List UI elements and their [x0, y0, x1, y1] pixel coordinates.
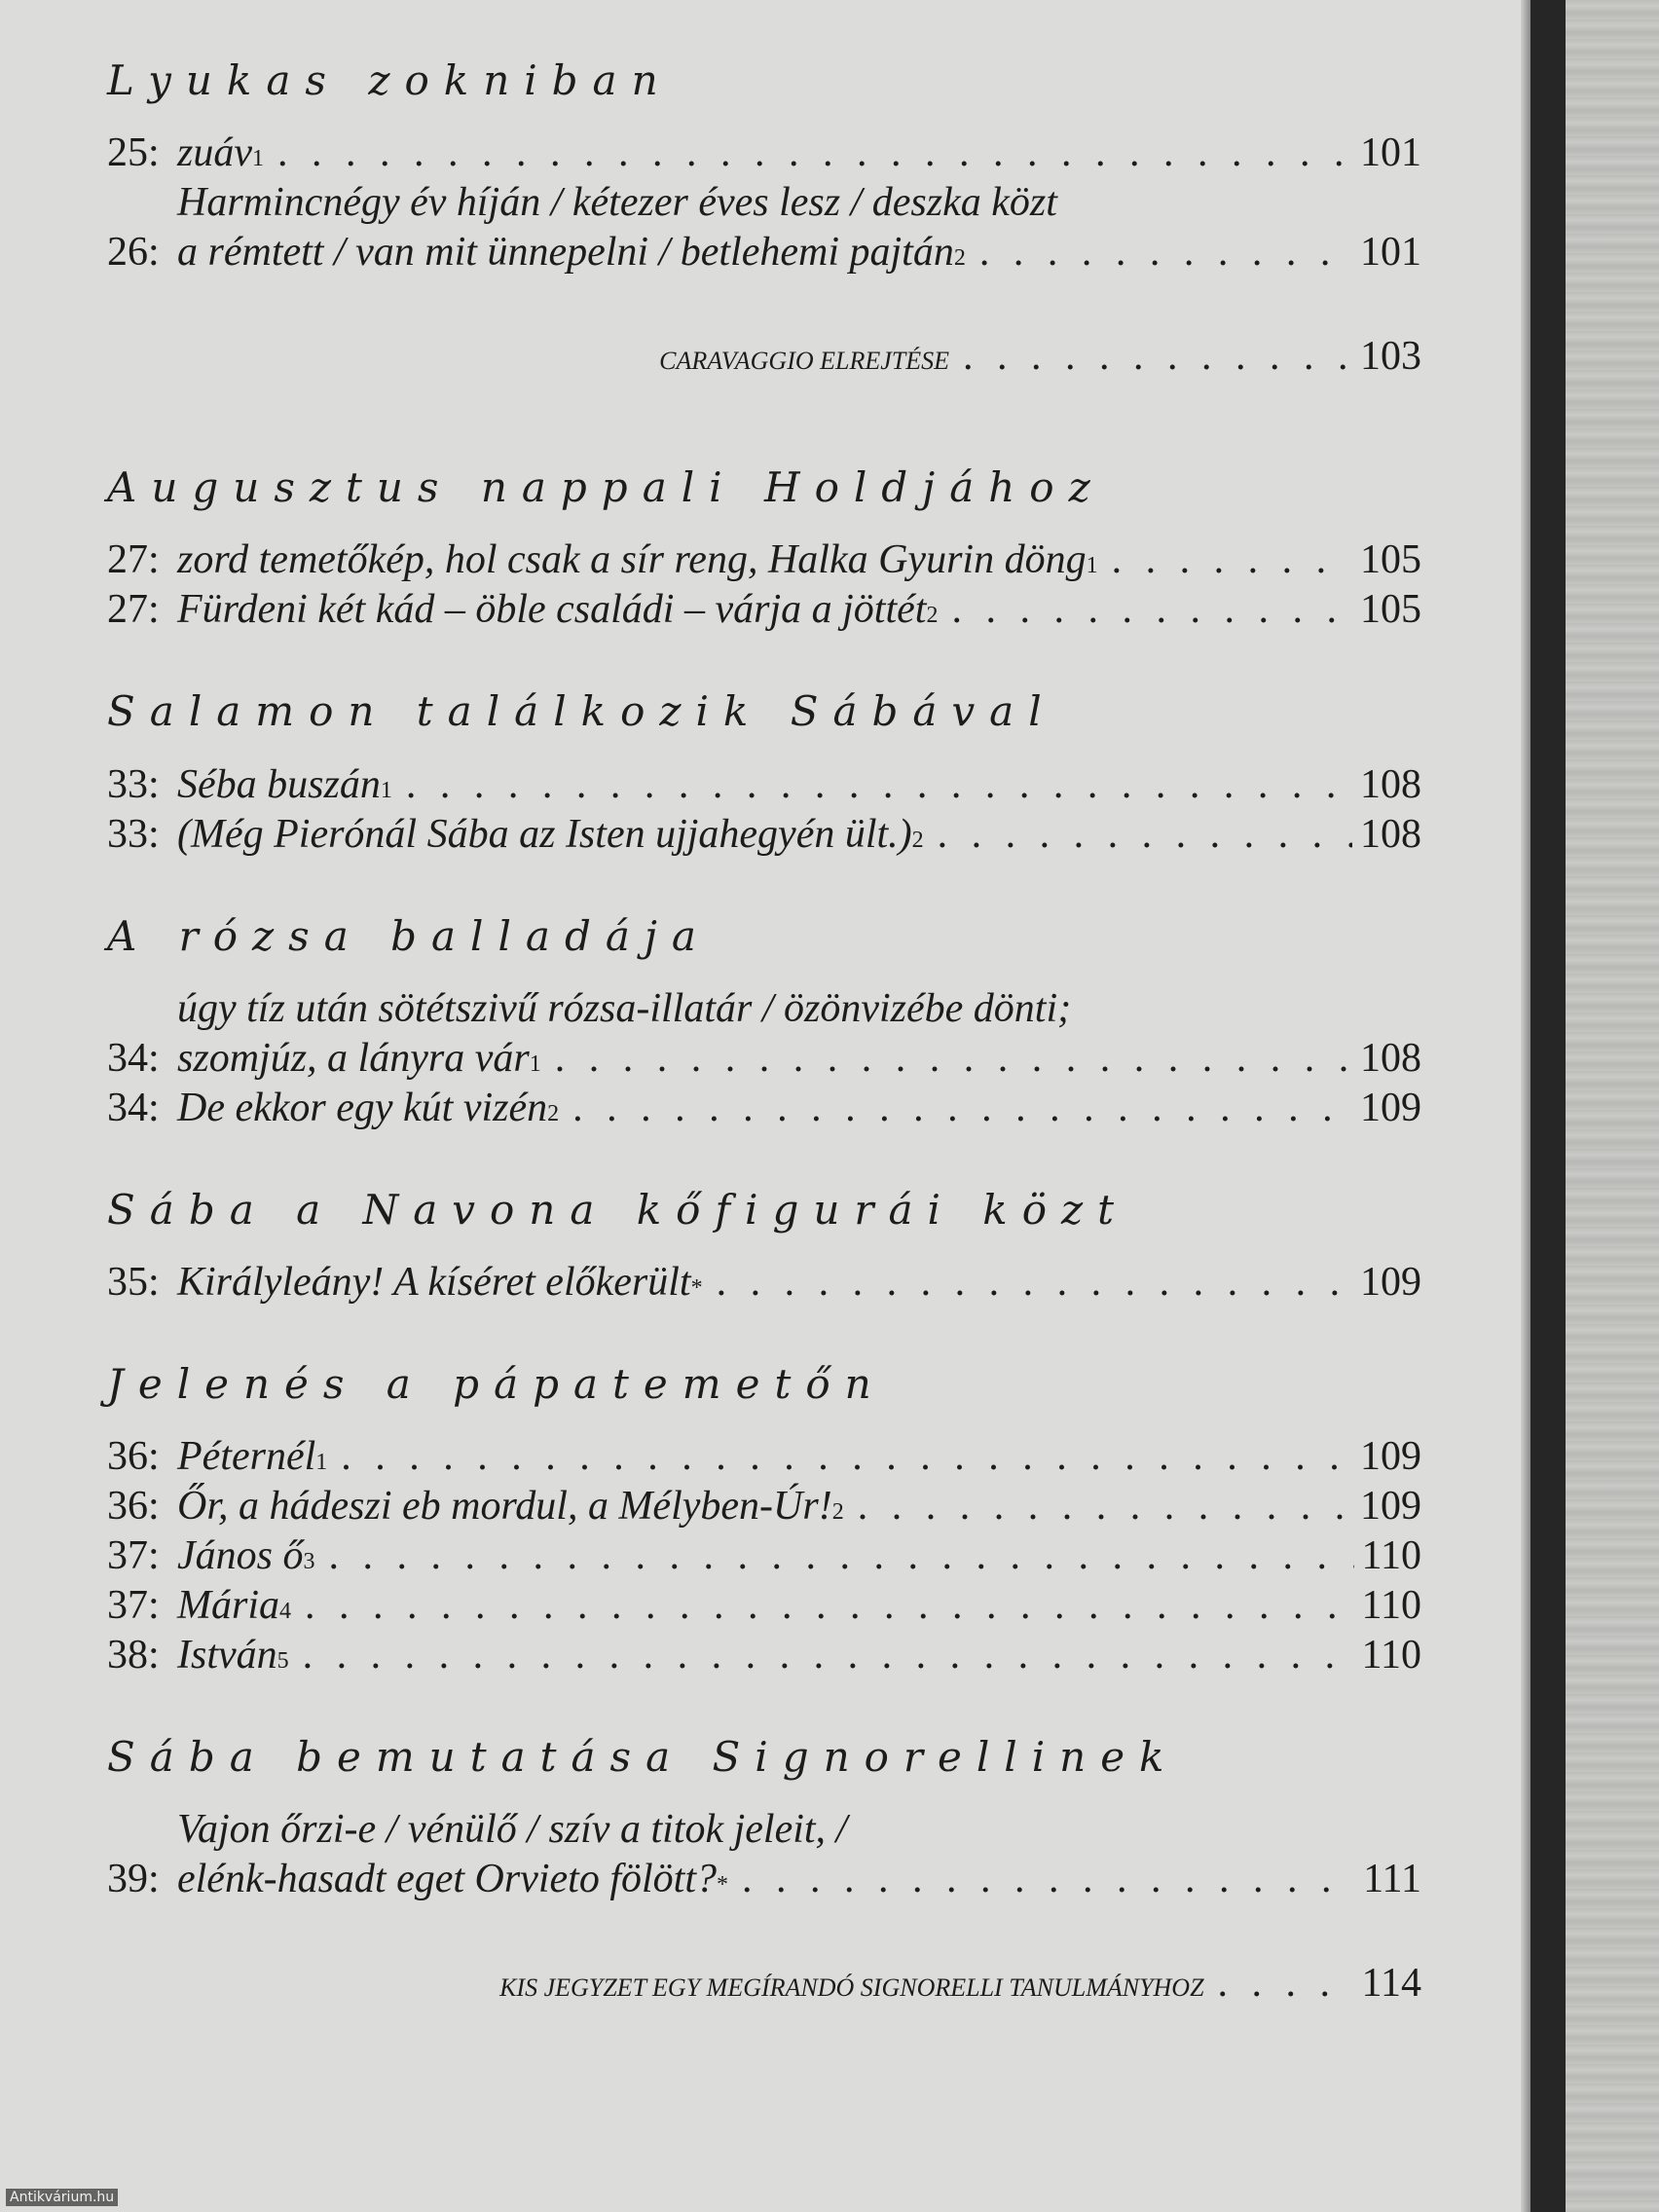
entry-number: 34: [107, 1085, 160, 1130]
entry-body [177, 1482, 1421, 1531]
toc-entry [107, 1531, 1421, 1581]
page-number: 105 [1360, 587, 1421, 633]
dot-leader [858, 1482, 1352, 1531]
page-number: 105 [1360, 537, 1421, 583]
toc-entry [107, 1432, 1421, 1482]
toc-entry [107, 535, 1421, 585]
toc-section [107, 1735, 1421, 1904]
toc-entry [107, 760, 1421, 810]
toc-section [107, 58, 1421, 277]
entry-line: De ekkor egy kút vizén 2 . . . 109 [177, 1084, 1421, 1133]
entry-body [177, 129, 1421, 178]
toc-special-entry [107, 1959, 1421, 2012]
entry-body [177, 1084, 1421, 1133]
entry-line: (Még Pierónál Sába az Isten ujjahegyén ült.) 2 . . . 108 [177, 810, 1421, 860]
toc-entry [107, 178, 1421, 277]
entry-title: (Még Pierónál Sába az Isten ujjahegyén ült.) [177, 811, 912, 857]
toc-entry [107, 585, 1421, 635]
page-number: 109 [1360, 1085, 1421, 1130]
entry-line: Péternél 1 . . . 109 [177, 1432, 1421, 1482]
entry-line [177, 984, 1421, 1034]
page-number: 109 [1360, 1259, 1421, 1305]
section-heading: Lyukas zokniban [107, 56, 673, 104]
entry-title: elénk-hasadt eget Orvieto fölött? [177, 1857, 718, 1902]
toc-entry [107, 984, 1421, 1084]
entry-line: szomjúz, a lányra vár 1 . . . 108 [177, 1034, 1421, 1084]
entry-number: 33: [107, 811, 160, 857]
dot-leader [406, 760, 1352, 810]
dot-leader [555, 1034, 1352, 1084]
dot-leader [951, 585, 1352, 635]
page-number: 110 [1361, 1583, 1421, 1629]
page-number: 101 [1360, 230, 1421, 276]
entry-number: 37: [107, 1533, 160, 1579]
dot-leader [717, 1258, 1352, 1308]
entry-body [177, 810, 1421, 860]
page-number: 110 [1361, 1533, 1421, 1579]
entry-body [177, 760, 1421, 810]
entry-line: Fürdeni két kád – öble családi – várja a jöttét 2 . . . 105 [177, 585, 1421, 635]
entry-title: Vajon őrzi-e / vénülő / szív a titok jeleit, / [177, 1807, 848, 1853]
dot-leader [938, 810, 1352, 860]
toc-entry [107, 1258, 1421, 1308]
entry-number: 27: [107, 587, 160, 633]
dot-leader [329, 1531, 1354, 1581]
toc-section [107, 911, 1421, 1133]
toc-entry [107, 1084, 1421, 1133]
entry-title: zuáv [177, 130, 252, 176]
entry-line: Királyleány! A kíséret előkerült * . . . 109 [177, 1258, 1421, 1308]
entry-title: Fürdeni két kád – öble családi – várja a jöttét [177, 587, 927, 633]
entry-title: Harmincnégy év híján / kétezer éves lesz / deszka közt [177, 180, 1057, 226]
table-of-contents [107, 58, 1421, 2067]
entry-line [177, 178, 1421, 228]
entry-body [177, 1531, 1421, 1581]
entry-number: 36: [107, 1434, 160, 1480]
toc-special-entry [107, 332, 1421, 386]
entry-title: Mária [177, 1583, 279, 1629]
entry-title: Királyleány! A kíséret előkerült [177, 1259, 691, 1305]
entry-title: a rémtett / van mit ünnepelni / betlehemi pajtán [177, 230, 954, 276]
entry-title: Séba buszán [177, 761, 381, 807]
entry-body [177, 1432, 1421, 1482]
entry-body [177, 1631, 1421, 1680]
entry-title: Péternél [177, 1434, 316, 1480]
page-number: 111 [1363, 1857, 1421, 1902]
entry-number: 25: [107, 130, 160, 176]
entry-number: 39: [107, 1857, 160, 1902]
toc-section [107, 689, 1421, 859]
entry-body [177, 178, 1421, 277]
entry-title: zord temetőkép, hol csak a sír reng, Halka Gyurin döng [177, 537, 1087, 583]
entry-number: 38: [107, 1633, 160, 1678]
entry-body [177, 585, 1421, 635]
entry-line: a rémtett / van mit ünnepelni / betlehemi pajtán 2 . . . 101 [177, 228, 1421, 277]
toc-entry [107, 1482, 1421, 1531]
dot-leader [963, 332, 1352, 382]
page-number: 101 [1360, 130, 1421, 176]
entry-number: 27: [107, 537, 160, 583]
dot-leader [341, 1432, 1352, 1482]
special-entry-title: KIS JEGYZET EGY MEGÍRANDÓ SIGNORELLI TANULMÁNYHOZ [499, 1973, 1204, 2003]
entry-body [177, 1258, 1421, 1308]
section-heading: A rózsa balladája [107, 911, 711, 960]
entry-number: 37: [107, 1583, 160, 1629]
toc-section [107, 1959, 1421, 2012]
background-surface [1566, 0, 1659, 2212]
entry-line: Séba buszán 1 . . . 108 [177, 760, 1421, 810]
entry-line: Őr, a hádeszi eb mordul, a Mélyben-Úr! 2 . . . 109 [177, 1482, 1421, 1531]
dot-leader [277, 129, 1352, 178]
toc-entry [107, 810, 1421, 860]
page-number: 110 [1361, 1633, 1421, 1678]
entry-title: István [177, 1633, 277, 1678]
entry-number: 33: [107, 761, 160, 807]
book-cover-edge [1530, 0, 1566, 2212]
dot-leader [1218, 1959, 1354, 2009]
dot-leader [303, 1631, 1354, 1680]
toc-section [107, 332, 1421, 386]
section-heading: Sába bemutatása Signorellinek [107, 1733, 1179, 1782]
page-number: 103 [1360, 334, 1421, 380]
entry-line: István 5 . . . 110 [177, 1631, 1421, 1680]
dot-leader [572, 1084, 1352, 1133]
entry-line: Mária 4 . . . 110 [177, 1581, 1421, 1631]
toc-entry [107, 1581, 1421, 1631]
entry-title: De ekkor egy kút vizén [177, 1085, 548, 1130]
entry-body [177, 1805, 1421, 1904]
toc-section [107, 465, 1421, 635]
watermark: Antikvárium.hu [6, 2189, 118, 2206]
toc-section [107, 1185, 1421, 1308]
entry-line: elénk-hasadt eget Orvieto fölött? * . . . 111 [177, 1855, 1421, 1904]
toc-entry [107, 1631, 1421, 1680]
page-number: 108 [1360, 1035, 1421, 1081]
entry-body [177, 984, 1421, 1084]
entry-line: zord temetőkép, hol csak a sír reng, Halka Gyurin döng 1 . . . 105 [177, 535, 1421, 585]
page-number: 109 [1360, 1484, 1421, 1530]
page-number: 109 [1360, 1434, 1421, 1480]
entry-number: 35: [107, 1259, 160, 1305]
entry-line [177, 1805, 1421, 1855]
entry-line: zuáv 1 . . . 101 [177, 129, 1421, 178]
entry-title: Őr, a hádeszi eb mordul, a Mélyben-Úr! [177, 1484, 832, 1530]
toc-entry [107, 1805, 1421, 1904]
entry-body [177, 535, 1421, 585]
entry-number: 36: [107, 1484, 160, 1530]
entry-number: 26: [107, 230, 160, 276]
dot-leader [979, 228, 1352, 277]
entry-title: szomjúz, a lányra vár [177, 1035, 530, 1081]
entry-line: János ő 3 . . . 110 [177, 1531, 1421, 1581]
page-edge-shadow [1521, 0, 1530, 2212]
section-heading: Jelenés a pápatemetőn [107, 1359, 886, 1408]
dot-leader [1112, 535, 1352, 585]
page-number: 114 [1361, 1961, 1421, 2007]
entry-title: úgy tíz után sötétszivű rózsa-illatár / özönvizébe dönti; [177, 985, 1072, 1031]
special-entry-title: CARAVAGGIO ELREJTÉSE [659, 347, 949, 376]
entry-title: János ő [177, 1533, 304, 1579]
page-number: 108 [1360, 811, 1421, 857]
dot-leader [742, 1855, 1355, 1904]
section-heading: Salamon találkozik Sábával [107, 687, 1056, 736]
toc-entry [107, 129, 1421, 178]
toc-section [107, 1359, 1421, 1680]
section-heading: Sába a Navona kőfigurái közt [107, 1185, 1129, 1234]
entry-body [177, 1581, 1421, 1631]
section-heading: Augusztus nappali Holdjához [107, 463, 1105, 512]
page-number: 108 [1360, 761, 1421, 807]
entry-number: 34: [107, 1035, 160, 1081]
dot-leader [305, 1581, 1354, 1631]
